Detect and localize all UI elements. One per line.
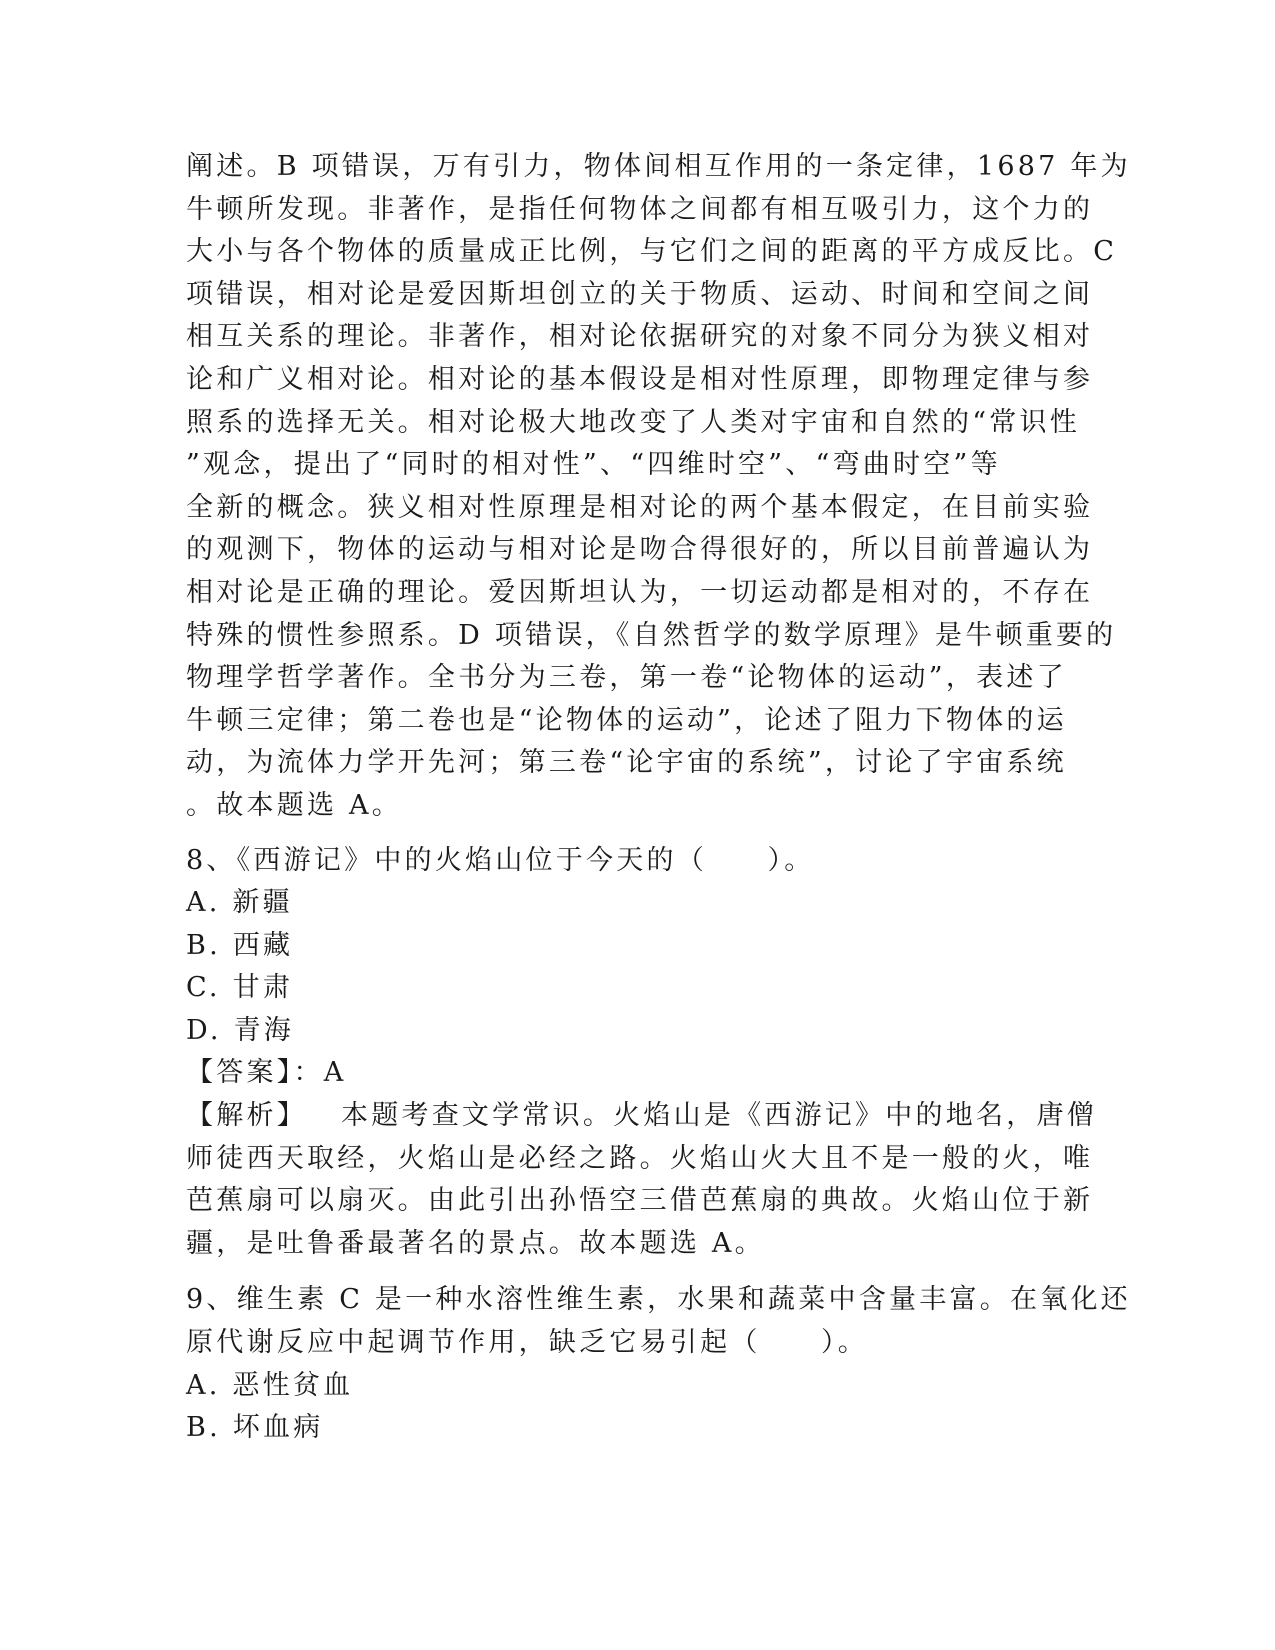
explanation-continued <box>186 146 1131 828</box>
explanation-line: 。故本题选 A。 <box>186 789 403 821</box>
document-body <box>186 146 1131 1450</box>
explanation-line: 的观测下，物体的运动与相对论是吻合得很好的，所以目前普遍认为 <box>186 534 1094 566</box>
explanation-line: 论和广义相对论。相对论的基本假设是相对性原理，即物理定律与参 <box>186 363 1094 395</box>
analysis-text: 本题考查文学常识。火焰山是《西游记》中的地名，唐僧 <box>340 1100 1097 1132</box>
question-stem: 原代谢反应中起调节作用，缺乏它易引起（ ）。 <box>186 1327 869 1359</box>
explanation-line: 牛顿三定律；第二卷也是“论物体的运动”，论述了阻力下物体的运 <box>186 704 1067 736</box>
option-a: A. 新疆 <box>186 887 293 919</box>
explanation-line: 全新的概念。狭义相对性原理是相对论的两个基本假定，在目前实验 <box>186 491 1094 523</box>
question-8 <box>186 840 1097 1266</box>
explanation-line: 动，为流体力学开先河；第三卷“论宇宙的系统”，讨论了宇宙系统 <box>186 747 1067 779</box>
explanation-line: 物理学哲学著作。全书分为三卷，第一卷“论物体的运动”，表述了 <box>186 662 1067 694</box>
answer-row <box>186 1052 1066 1095</box>
analysis-line: 师徒西天取经，火焰山是必经之路。火焰山火大且不是一般的火，唯 <box>186 1142 1094 1174</box>
explanation-line: 特殊的惯性参照系。D 项错误，《自然哲学的数学原理》是牛顿重要的 <box>186 619 1117 651</box>
option-d: D. 青海 <box>186 1014 295 1046</box>
explanation-line: 相对论是正确的理论。爱因斯坦认为，一切运动都是相对的，不存在 <box>186 576 1094 608</box>
explanation-line: 阐述。B 项错误，万有引力，物体间相互作用的一条定律，1687 年为 <box>186 151 1131 182</box>
option-b: B. 西藏 <box>186 929 294 961</box>
option-a: A. 恶性贫血 <box>186 1369 354 1401</box>
explanation-line: ”观念，提出了“同时的相对性”、“四维时空”、“弯曲时空”等 <box>186 449 1001 481</box>
option-b: B. 坏血病 <box>186 1412 324 1444</box>
answer-value: A <box>323 1057 347 1089</box>
question-9 <box>186 1279 1131 1449</box>
analysis-line: 芭蕉扇可以扇灭。由此引出孙悟空三借芭蕉扇的典故。火焰山位于新 <box>186 1185 1094 1217</box>
explanation-line: 相互关系的理论。非著作，相对论依据研究的对象不同分为狭义相对 <box>186 321 1094 353</box>
question-stem: 8、《西游记》中的火焰山位于今天的（ ）。 <box>186 844 815 876</box>
explanation-line: 照系的选择无关。相对论极大地改变了人类对宇宙和自然的“常识性 <box>186 406 1081 438</box>
explanation-line: 项错误，相对论是爱因斯坦创立的关于物质、运动、时间和空间之间 <box>186 278 1094 310</box>
option-c: C. 甘肃 <box>186 972 294 1004</box>
analysis-row <box>186 1095 1097 1138</box>
question-stem: 9、维生素 C 是一种水溶性维生素，水果和蔬菜中含量丰富。在氧化还 <box>186 1284 1131 1316</box>
analysis-line: 疆，是吐鲁番最著名的景点。故本题选 A。 <box>186 1227 765 1259</box>
explanation-line: 牛顿所发现。非著作，是指任何物体之间都有相互吸引力，这个力的 <box>186 193 1094 225</box>
answer-label: 【答案】： <box>186 1057 324 1089</box>
explanation-line: 大小与各个物体的质量成正比例，与它们之间的距离的平方成反比。C <box>186 236 1118 268</box>
analysis-label: 【解析】 <box>186 1100 307 1132</box>
